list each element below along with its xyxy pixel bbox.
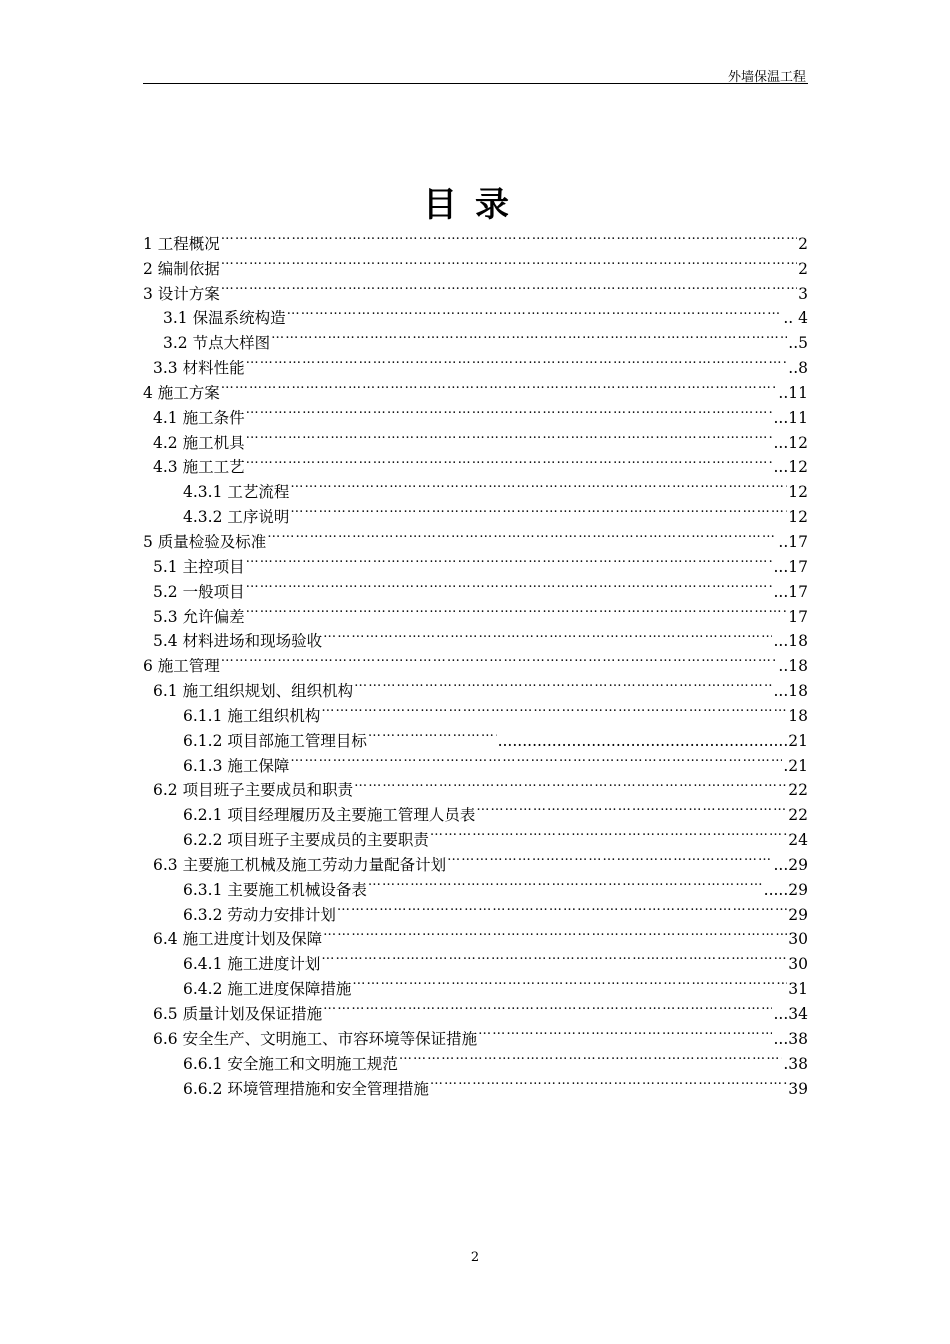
toc-dot-leader [368, 870, 763, 895]
toc-entry-page: ...17 [773, 557, 808, 576]
toc-entry-label: 4 施工方案 [143, 383, 220, 402]
toc-dot-leader [221, 249, 797, 274]
toc-dot-leader [290, 497, 787, 522]
toc-dot-leader [323, 622, 772, 647]
toc-entry-label: 4.2 施工机具 [153, 433, 245, 452]
toc-dot-leader [476, 795, 787, 820]
toc-entry-label: 6 施工管理 [143, 657, 220, 676]
toc-dot-leader [399, 1044, 782, 1069]
toc-dot-leader [323, 920, 787, 945]
toc-entry-label: 5.1 主控项目 [153, 557, 245, 576]
toc-entry-page: ..17 [778, 532, 808, 551]
toc-dot-leader [287, 299, 783, 324]
toc-entry-label: 1 工程概况 [143, 234, 220, 253]
toc-entry-label: 5.3 允许偏差 [153, 607, 245, 626]
toc-entry-label: 6.5 质量计划及保证措施 [153, 1005, 323, 1023]
toc-entry-page: ...34 [773, 1005, 808, 1023]
header-title: 外墙保温工程 [727, 70, 806, 85]
toc-entry[interactable] [143, 224, 808, 253]
toc-entry-page: ..11 [778, 383, 808, 402]
toc-entry-page: ..8 [788, 359, 808, 378]
toc-entry-page: .38 [783, 1054, 808, 1073]
toc-dot-leader [221, 373, 778, 398]
toc-entry-page: ..18 [778, 657, 808, 676]
toc-entry-page: 12 [788, 508, 808, 527]
toc-dot-leader [267, 522, 777, 547]
toc-entry[interactable] [143, 671, 808, 701]
toc-entry-label: 6.3.2 劳动力安排计划 [183, 905, 336, 924]
toc-entry-label: 6.4.1 施工进度计划 [183, 955, 321, 974]
toc-dot-leader [246, 423, 773, 448]
toc-entry-label: 3.1 保温系统构造 [163, 309, 286, 328]
toc-entry-label: 6.2 项目班子主要成员和职责 [153, 781, 354, 800]
toc-entry-label: 2 编制依据 [143, 259, 220, 278]
toc-entry-page: ..5 [788, 334, 808, 353]
toc-dot-leader [321, 944, 787, 969]
toc-entry-label: 5.4 材料进场和现场验收 [153, 632, 323, 651]
toc-entry[interactable] [143, 646, 808, 676]
toc-entry-label: 3.3 材料性能 [153, 359, 245, 378]
toc-dot-leader [290, 472, 787, 497]
toc-entry-label: 6.6 安全生产、文明施工、市容环境等保证措施 [153, 1029, 478, 1048]
toc-entry-page: 22 [788, 781, 808, 800]
toc-entry-label: 6.2.2 项目班子主要成员的主要职责 [183, 831, 429, 850]
toc-entry[interactable] [143, 299, 808, 328]
toc-dot-leader [246, 398, 773, 423]
toc-entry-page: ...11 [773, 408, 808, 427]
table-of-contents [143, 224, 808, 1098]
toc-dot-leader [430, 820, 787, 845]
toc-entry-page: ...........................................................21 [497, 731, 808, 750]
toc-dot-leader [221, 646, 778, 671]
toc-entry-page: .....29 [763, 880, 808, 899]
page-number: 2 [470, 1250, 480, 1265]
toc-entry-label: 6.6.2 环境管理措施和安全管理措施 [183, 1079, 429, 1098]
page-header [143, 64, 808, 84]
toc-entry-label: 4.3 施工工艺 [153, 458, 245, 477]
toc-entry[interactable] [143, 398, 808, 427]
toc-entry[interactable] [143, 373, 808, 402]
toc-entry-label: 6.1.1 施工组织机构 [183, 706, 321, 725]
toc-entry-label: 6.4 施工进度计划及保障 [153, 930, 323, 949]
toc-entry-page: 3 [798, 284, 808, 303]
toc-entry-label: 6.4.2 施工进度保障措施 [183, 980, 352, 999]
toc-dot-leader [447, 845, 772, 870]
toc-dot-leader [246, 597, 788, 622]
toc-dot-leader [221, 224, 797, 249]
toc-entry-label: 6.1 施工组织规划、组织机构 [153, 682, 354, 701]
toc-entry-label: 5 质量检验及标准 [143, 532, 267, 551]
toc-entry-page: ...18 [773, 632, 808, 651]
header-divider [143, 83, 808, 84]
toc-entry-page: 29 [788, 905, 808, 924]
toc-title: 目录 [423, 185, 527, 225]
toc-entry-label: 5.2 一般项目 [153, 582, 245, 601]
toc-dot-leader [352, 969, 787, 994]
toc-entry-page: 24 [788, 831, 808, 850]
toc-dot-leader [246, 572, 773, 597]
toc-entry-page: 17 [788, 607, 808, 626]
toc-dot-leader [246, 547, 773, 572]
toc-dot-leader [368, 721, 497, 746]
toc-entry-label: 4.3.1 工艺流程 [183, 483, 290, 502]
toc-entry-page: 39 [788, 1079, 808, 1098]
toc-entry-page: 12 [788, 483, 808, 502]
toc-entry-label: 6.2.1 项目经理履历及主要施工管理人员表 [183, 806, 476, 825]
toc-entry-label: 6.1.2 项目部施工管理目标 [183, 731, 367, 750]
toc-dot-leader [478, 1019, 772, 1044]
toc-dot-leader [271, 323, 787, 348]
toc-entry-page: 2 [798, 234, 808, 253]
toc-entry-page: 18 [788, 706, 808, 725]
toc-entry-page: ...18 [773, 682, 808, 701]
toc-entry-page: ...29 [773, 855, 808, 874]
toc-entry-label: 6.3 主要施工机械及施工劳动力量配备计划 [153, 855, 447, 874]
toc-dot-leader [221, 274, 797, 299]
toc-entry-page: 31 [788, 980, 808, 999]
toc-dot-leader [321, 696, 787, 721]
toc-entry-label: 3 设计方案 [143, 284, 220, 303]
toc-entry-page: ...38 [773, 1029, 808, 1048]
toc-dot-leader [337, 895, 787, 920]
toc-entry[interactable] [143, 274, 808, 303]
toc-dot-leader [246, 448, 773, 473]
toc-entry-page: ...12 [773, 433, 808, 452]
toc-entry-page: ...12 [773, 458, 808, 477]
toc-entry-page: .21 [783, 756, 808, 775]
toc-entry-page: 2 [798, 259, 808, 278]
toc-entry-label: 6.1.3 施工保障 [183, 756, 290, 775]
toc-entry-page: 22 [788, 806, 808, 825]
toc-dot-leader [354, 671, 772, 696]
toc-dot-leader [246, 348, 788, 373]
toc-entry-page: .. 4 [783, 309, 808, 328]
toc-entry-page: ...17 [773, 582, 808, 601]
toc-entry-label: 4.3.2 工序说明 [183, 508, 290, 527]
toc-dot-leader [354, 771, 787, 796]
toc-dot-leader [323, 994, 772, 1019]
toc-entry-label: 6.3.1 主要施工机械设备表 [183, 880, 367, 899]
toc-dot-leader [290, 746, 782, 771]
toc-entry-label: 4.1 施工条件 [153, 408, 245, 427]
toc-entry-page: 30 [788, 930, 808, 949]
toc-entry-label: 3.2 节点大样图 [163, 334, 271, 353]
toc-entry-page: 30 [788, 955, 808, 974]
toc-entry[interactable] [143, 249, 808, 278]
toc-entry-label: 6.6.1 安全施工和文明施工规范 [183, 1054, 398, 1073]
toc-dot-leader [430, 1069, 787, 1094]
